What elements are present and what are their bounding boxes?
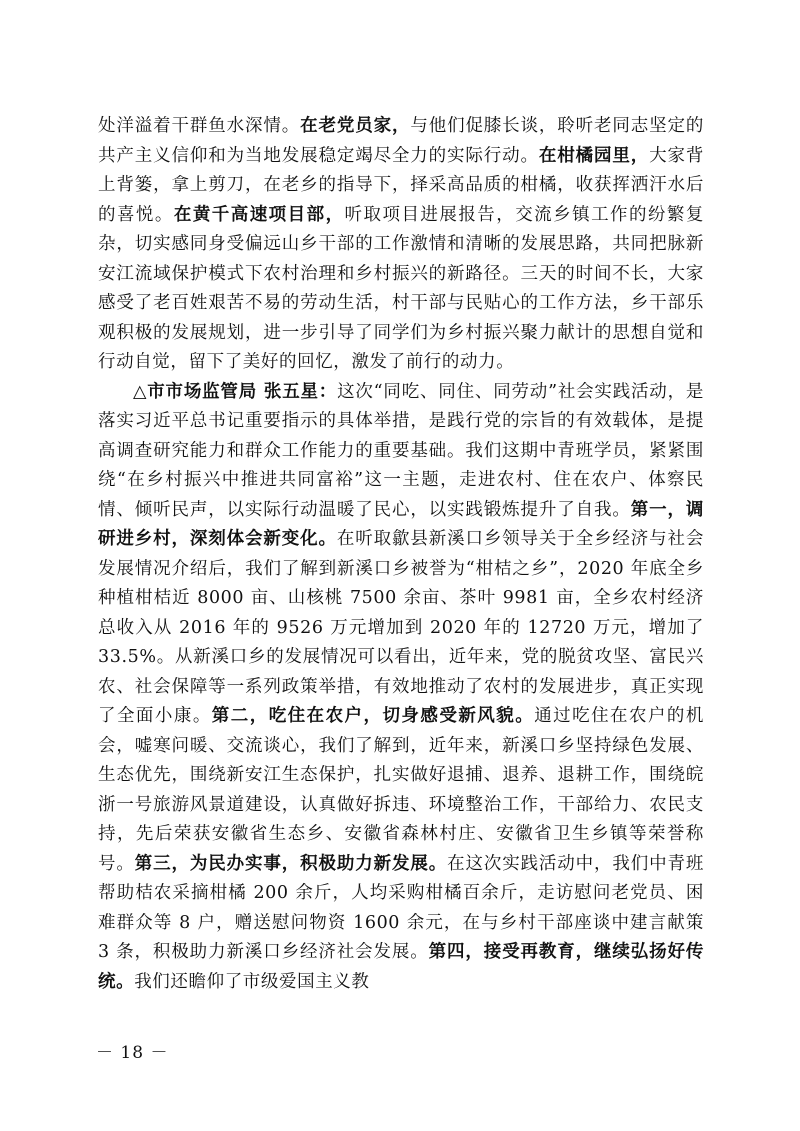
paragraph-text: 通过吃住在农户的机会，嘘寒问暖、交流谈心，我们了解到，近年来，新溪口乡坚持绿色发展、生态优先，围绕新安江生态保护，扎实做好退捕、退养、退耕工作，围绕皖浙一号旅游风景道建设，认真做好拆违、环境整治工作，干部给力、农民支持，先后荣获安徽省生态乡、安徽省森林村庄、安徽省卫生乡镇等荣誉称号。 xyxy=(98,706,704,874)
paragraph-village-visit xyxy=(98,112,704,378)
bold-heading-fourth: 第四，接受再教育，继续弘扬好传统。 xyxy=(98,942,704,992)
document-body xyxy=(98,112,704,997)
bold-heading-second: 第二，吃住在农户，切身感受新风貌。 xyxy=(211,706,535,726)
page-number: － 18 － xyxy=(96,1043,169,1063)
bold-heading-third: 第三，为民办实事，积极助力新发展。 xyxy=(134,853,448,874)
bold-heading-first: 第一，调研进乡村，深刻体会新变化。 xyxy=(98,499,704,549)
paragraph-text: 这次“同吃、同住、同劳动”社会实践活动，是落实习近平总书记重要指示的具体举措，是践行党的宗旨的有效载体，是提高调查研究能力和群众工作能力的重要基础。我们这期中青班学员，紧紧围绕“在乡村振兴中推进共同富裕”这一主题，走进农村、住在农户、体察民情、倾听民声，以实际行动温暖了民心，以实践锻炼提升了自我。 xyxy=(98,381,704,520)
paragraph-text: 听取项目进展报告，交流乡镇工作的纷繁复杂，切实感同身受偏远山乡干部的工作激情和清晰的发展思路，共同把脉新安江流域保护模式下农村治理和乡村振兴的新路径。三天的时间不长，大家感受了老百姓艰苦不易的劳动生活，村干部与民贴心的工作方法，乡干部乐观积极的发展规划，进一步引导了同学们为乡村振兴聚力献计的思想自觉和行动自觉，留下了美好的回忆，激发了前行的动力。 xyxy=(98,204,704,372)
bold-phrase: 在黄千高速项目部， xyxy=(173,204,345,225)
paragraph-text: 在这次实践活动中，我们中青班帮助桔农采摘柑橘 200 余斤，人均采购柑橘百余斤，走访慰问老党员、困难群众等 8 户，赠送慰问物资 1600 余元，在与乡村干部座谈中建言献策 3 条，积极助力新溪口乡经济社会发展。 xyxy=(98,853,705,962)
paragraph-text: 与他们促膝长谈，聆听老同志坚定的共产主义信仰和为当地发展稳定竭尽全力的实际行动。 xyxy=(98,116,704,166)
paragraph-text: 处洋溢着干群鱼水深情。 xyxy=(98,116,301,136)
paragraph-text: 在听取歙县新溪口乡领导关于全乡经济与社会发展情况介绍后，我们了解到新溪口乡被誉为“柑桔之乡”，2020 年底全乡种植柑桔近 8000 亩、山核桃 7500 余亩、茶叶 9981 亩，全乡农村经济总收入从 2016 年的 9526 万元增加到 2020 年的 12720 万元，增加了 33.5%。从新溪口乡的发展情况可以看出，近年来，党的脱贫攻坚、富民兴农、社会保障等一系列政策举措，有效地推动了农村的发展进步，真正实现了全面小康。 xyxy=(98,529,705,726)
paragraph-text: 我们还瞻仰了市级爱国主义教 xyxy=(134,971,370,992)
speaker-label: △市市场监管局 张五星： xyxy=(133,381,338,402)
bold-phrase: 在老党员家， xyxy=(300,116,411,136)
paragraph-text: 大家背上背篓，拿上剪刀，在老乡的指导下，择采高品质的柑橘，收获挥洒汗水后的喜悦。 xyxy=(98,145,704,225)
bold-phrase: 在柑橘园里， xyxy=(538,145,650,166)
paragraph-zhang-wuxing xyxy=(98,378,704,998)
